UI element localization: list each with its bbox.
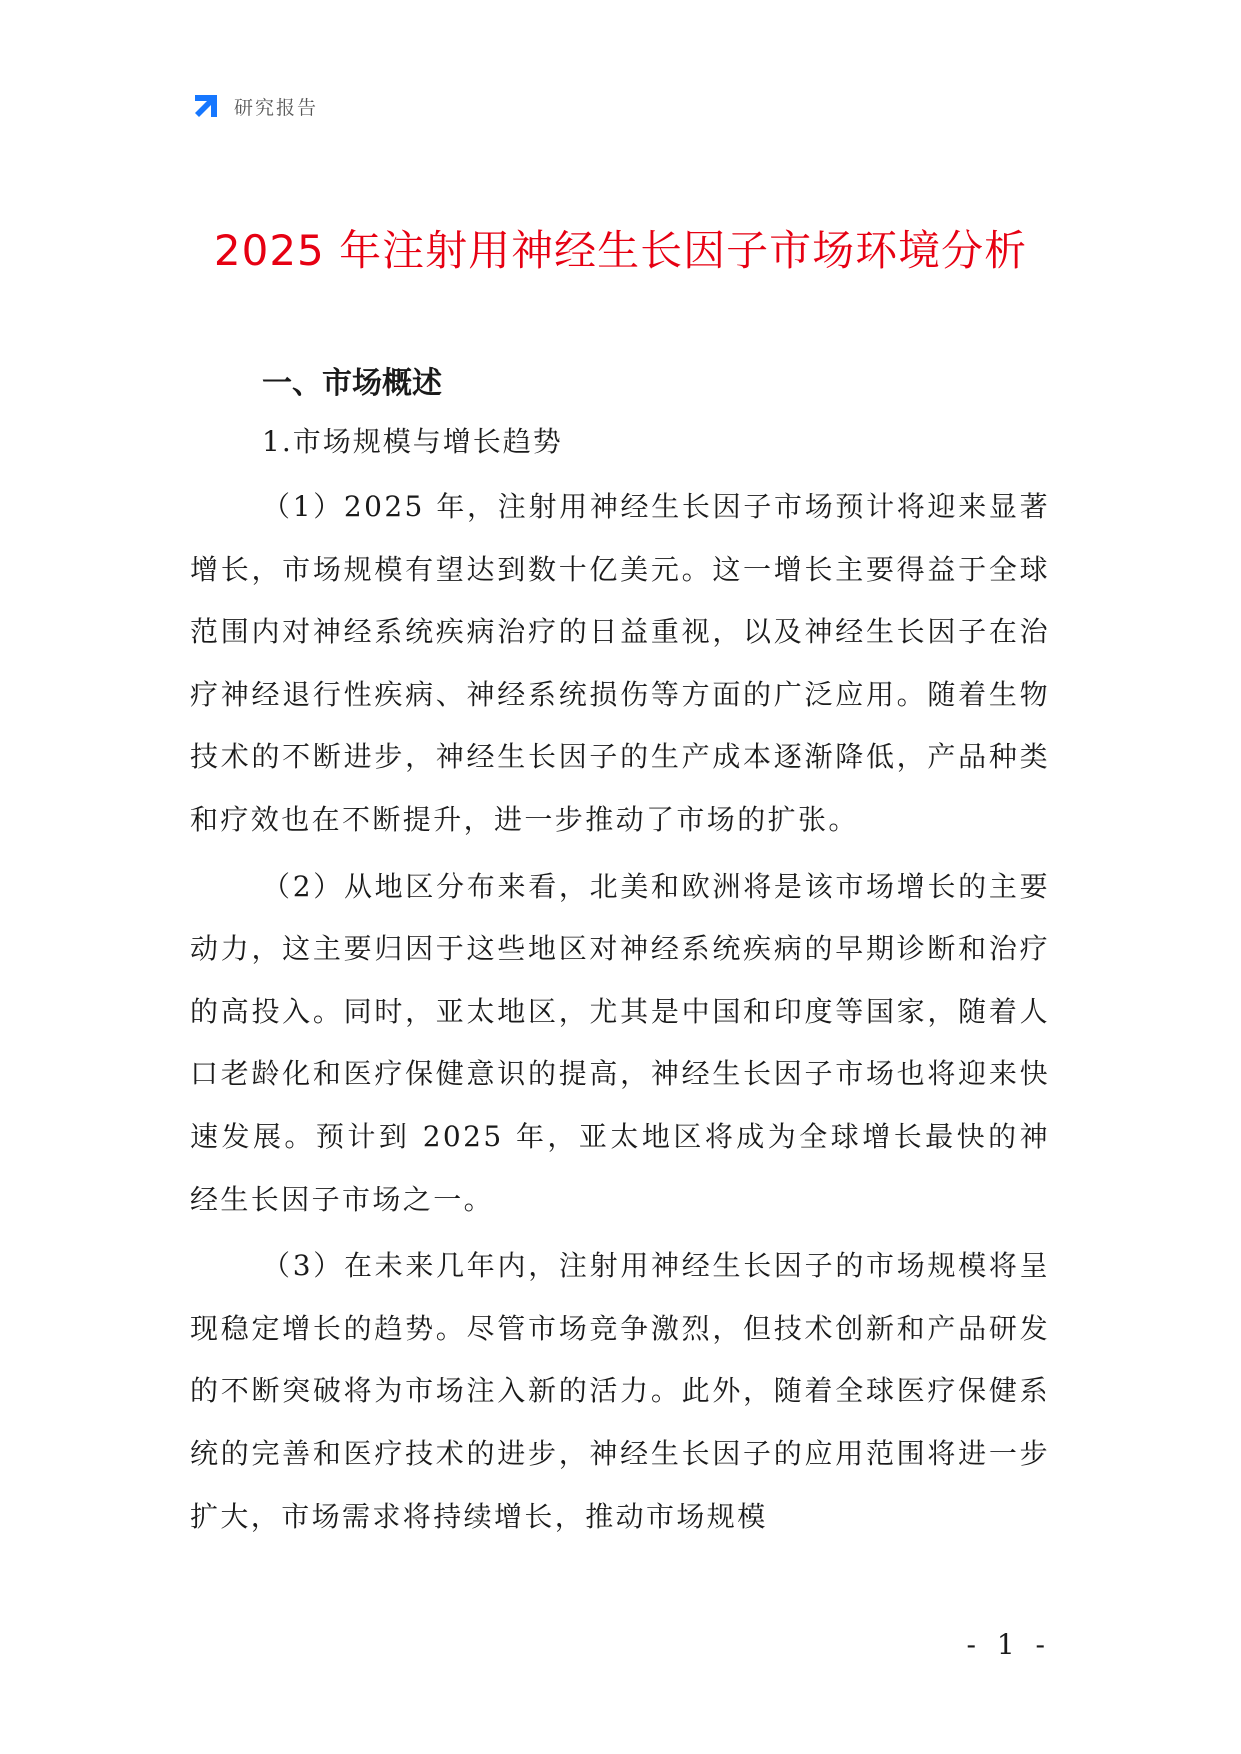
document-title: 2025 年注射用神经生长因子市场环境分析 [213, 226, 1028, 275]
subsection-heading: 1.市场规模与增长趋势 [262, 425, 563, 458]
paragraph-2: （2）从地区分布来看，北美和欧洲将是该市场增长的主要动力，这主要归因于这些地区对神经系统疾病的早期诊断和治疗的高投入。同时，亚太地区，尤其是中国和印度等国家，随着人口老龄化和医疗保健意识的提高，神经生长因子市场也将迎来快速发展。预计到 2025 年，亚太地区将成为全球增长最快的神经生长因子市场之一。 [190, 869, 1050, 1216]
section-heading: 一、市场概述 [262, 366, 442, 401]
page-number: - 1 - [966, 1628, 1051, 1661]
header-label: 研究报告 [234, 96, 319, 119]
body-text [190, 476, 1050, 1552]
paragraph-1: （1）2025 年，注射用神经生长因子市场预计将迎来显著增长，市场规模有望达到数十亿美元。这一增长主要得益于全球范围内对神经系统疾病治疗的日益重视，以及神经生长因子在治疗神经退行性疾病、神经系统损伤等方面的广泛应用。随着生物技术的不断进步，神经生长因子的生产成本逐渐降低，产品种类和疗效也在不断提升，进一步推动了市场的扩张。 [190, 490, 1050, 836]
paragraph-3: （3）在未来几年内，注射用神经生长因子的市场规模将呈现稳定增长的趋势。尽管市场竞争激烈，但技术创新和产品研发的不断突破将为市场注入新的活力。此外，随着全球医疗保健系统的完善和医疗技术的进步，神经生长因子的应用范围将进一步扩大，市场需求将持续增长，推动市场规模 [190, 1249, 1050, 1533]
arrow-up-right-icon [190, 90, 222, 122]
report-header [190, 88, 318, 124]
